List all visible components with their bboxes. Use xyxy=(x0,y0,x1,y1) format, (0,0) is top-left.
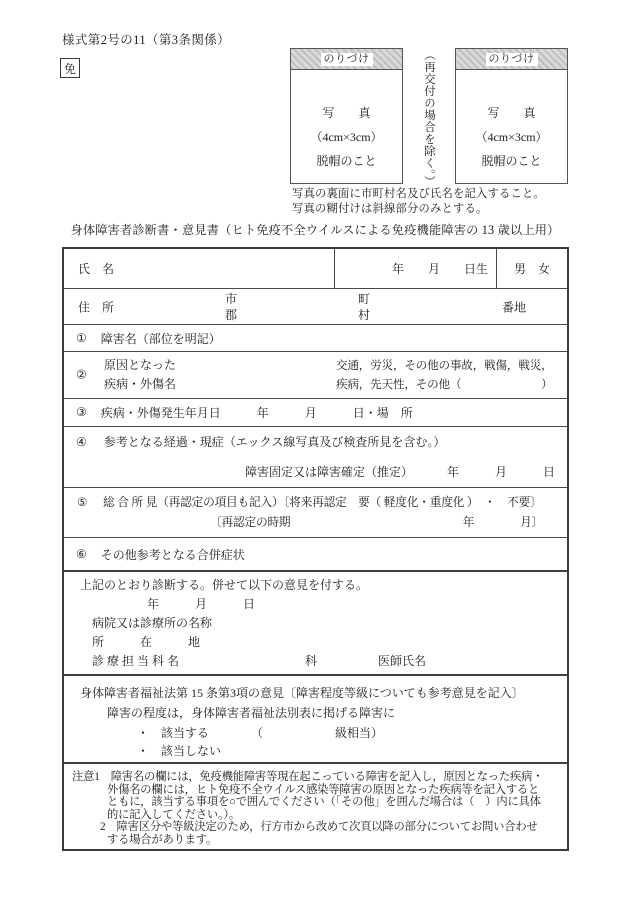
disability-fixed-label: 障害固定又は障害確定（推定） xyxy=(245,465,414,479)
photo-back-note-2: 写真の糊付けは斜線部分のみとする。 xyxy=(292,202,488,215)
item-number-1: ① xyxy=(76,330,87,345)
photo-placeholder-right xyxy=(456,70,567,183)
opinion-option-not-applicable: ・ 該当しない xyxy=(137,744,222,758)
item-text-3: 疾病・外傷発生年月日 年 月 日・場 所 xyxy=(100,406,413,420)
document-title: 身体障害者診断書・意見書（ヒト免疫不全ウイルスによる免疫機能障害の 13 歳以上用） xyxy=(70,223,560,237)
item-number-5: ⑤ xyxy=(77,496,88,509)
photo-back-note-1: 写真の裏面に市町村名及び氏名を記入すること。 xyxy=(292,188,545,200)
glue-band-left xyxy=(291,49,402,70)
opinion-section xyxy=(64,674,567,762)
note-line-5: 2 障害区分や等級決定のため，行方市から改めて次頁以降の部分についてお問い合わせ xyxy=(100,821,538,834)
item-row-6 xyxy=(64,537,567,570)
photo-size-note: （4cm×3cm） xyxy=(310,130,383,144)
address-label: 住 所 xyxy=(78,300,115,314)
diagnosis-date: 年 月 日 xyxy=(147,597,256,611)
item-text-1: 障害名（部位を明記） xyxy=(100,331,221,346)
photo-box-right xyxy=(455,48,568,184)
birthdate-label: 年 月 日生 xyxy=(391,262,488,276)
banchi-label: 番地 xyxy=(502,300,527,314)
note-line-4: 的に記入してください。）。 xyxy=(107,808,240,821)
city-label: 市 xyxy=(224,292,237,306)
photo-gap xyxy=(403,48,455,188)
men-stamp-text: 免 xyxy=(63,61,76,76)
recert-period-line: 〔再認定の時期 年 月〕 xyxy=(210,516,544,529)
disability-fixed-date: 年 月 日 xyxy=(446,465,555,479)
cause-options-line2: 疾病，先天性，その他（ ） xyxy=(336,378,553,391)
item-number-2: ② xyxy=(76,367,87,382)
photo-area xyxy=(290,48,568,188)
item-number-6: ⑥ xyxy=(76,546,87,561)
note-line-2: 外傷名の欄には，ヒト免疫不全ウイルス感染等障害の原因となった疾病等を記入すると xyxy=(107,783,540,796)
item-number-3: ③ xyxy=(76,405,87,419)
cause-label-line1: 原因となった xyxy=(104,358,177,372)
city-county-stack xyxy=(224,291,238,323)
main-table xyxy=(62,247,569,851)
name-label: 氏 名 xyxy=(78,262,115,276)
opinion-heading: 身体障害者福祉法第 15 条第3項の意見〔障害程度等級についても参考意見を記入〕 xyxy=(80,686,524,700)
note-line-6: する場合があります。 xyxy=(107,833,218,846)
photo-back-notes xyxy=(292,187,545,216)
photo-hat-note: 脱帽のこと xyxy=(481,154,542,168)
glue-label: のりづけ xyxy=(321,53,373,66)
sex-label: 男 女 xyxy=(513,262,550,276)
birthdate-field xyxy=(335,249,497,288)
town-village-stack xyxy=(357,291,371,323)
note-line-3: ともに，該当する事項を○で囲んでください（「その他」を囲んだ場合は（ ）内に具体 xyxy=(107,796,541,809)
item-row-4 xyxy=(64,426,567,487)
glue-band-right xyxy=(456,49,567,70)
item-row-5 xyxy=(64,487,567,537)
photo-size-note: （4cm×3cm） xyxy=(475,130,548,144)
diagnosis-section xyxy=(64,570,567,674)
town-label: 町 xyxy=(357,292,370,306)
name-field xyxy=(64,249,335,288)
village-label: 村 xyxy=(357,308,370,322)
cause-label xyxy=(104,356,176,394)
item-text-5: 総 合 所 見（再認定の項目も記入）〔将来再認定 要（ 軽度化・重度化 ） ・ 不要〕 xyxy=(103,496,542,509)
name-row xyxy=(64,249,567,288)
photo-caption: 写 真 xyxy=(322,106,371,120)
cause-label-line2: 疾病・外傷名 xyxy=(104,377,177,391)
form-number: 様式第2号の11（第3条関係） xyxy=(62,33,231,47)
hospital-address-label: 所 在 地 xyxy=(92,635,201,649)
photo-placeholder-left xyxy=(291,70,402,183)
item-row-2 xyxy=(64,351,567,398)
opinion-statement: 障害の程度は，身体障害者福祉法別表に掲げる障害に xyxy=(107,706,396,720)
item-text-4: 参考となる経過・現症（エックス線写真及び検査所見を含む。） xyxy=(103,435,446,449)
photo-box-left xyxy=(290,48,403,184)
photo-caption: 写 真 xyxy=(487,106,536,120)
cause-options-line1: 交通，労災，その他の事故，戦傷，戦災， xyxy=(336,359,553,372)
doctor-name-label: 医師氏名 xyxy=(378,654,427,668)
opinion-option-applicable: ・ 該当する （ 級相当） xyxy=(137,726,384,740)
note-line-1: 注意1 障害名の欄には，免疫機能障害等現在起こっている障害を記入し，原因となった疾病・ xyxy=(72,771,544,783)
glue-label: のりづけ xyxy=(486,53,538,66)
department-label: 診 療 担 当 科 名 xyxy=(92,654,180,668)
address-row xyxy=(64,288,567,324)
reissue-vertical-note: （再交付の場合を除く。） xyxy=(423,49,435,188)
photo-hat-note: 脱帽のこと xyxy=(316,154,377,168)
notes-section xyxy=(64,762,567,849)
disability-fixed-line xyxy=(245,463,555,480)
county-label: 郡 xyxy=(224,308,237,322)
item-number-4: ④ xyxy=(76,435,87,449)
department-suffix: 科 xyxy=(305,654,318,668)
cause-options xyxy=(336,356,552,394)
diagnosis-statement: 上記のとおり診断する。併せて以下の意見を付する。 xyxy=(80,578,369,592)
department-line xyxy=(92,654,567,668)
sex-field xyxy=(497,249,567,288)
men-stamp-box xyxy=(60,58,80,78)
item-row-3 xyxy=(64,398,567,426)
item-row-1 xyxy=(64,324,567,351)
hospital-name-label: 病院又は診療所の名称 xyxy=(92,616,213,630)
item-text-6: その他参考となる合併症状 xyxy=(100,547,245,562)
